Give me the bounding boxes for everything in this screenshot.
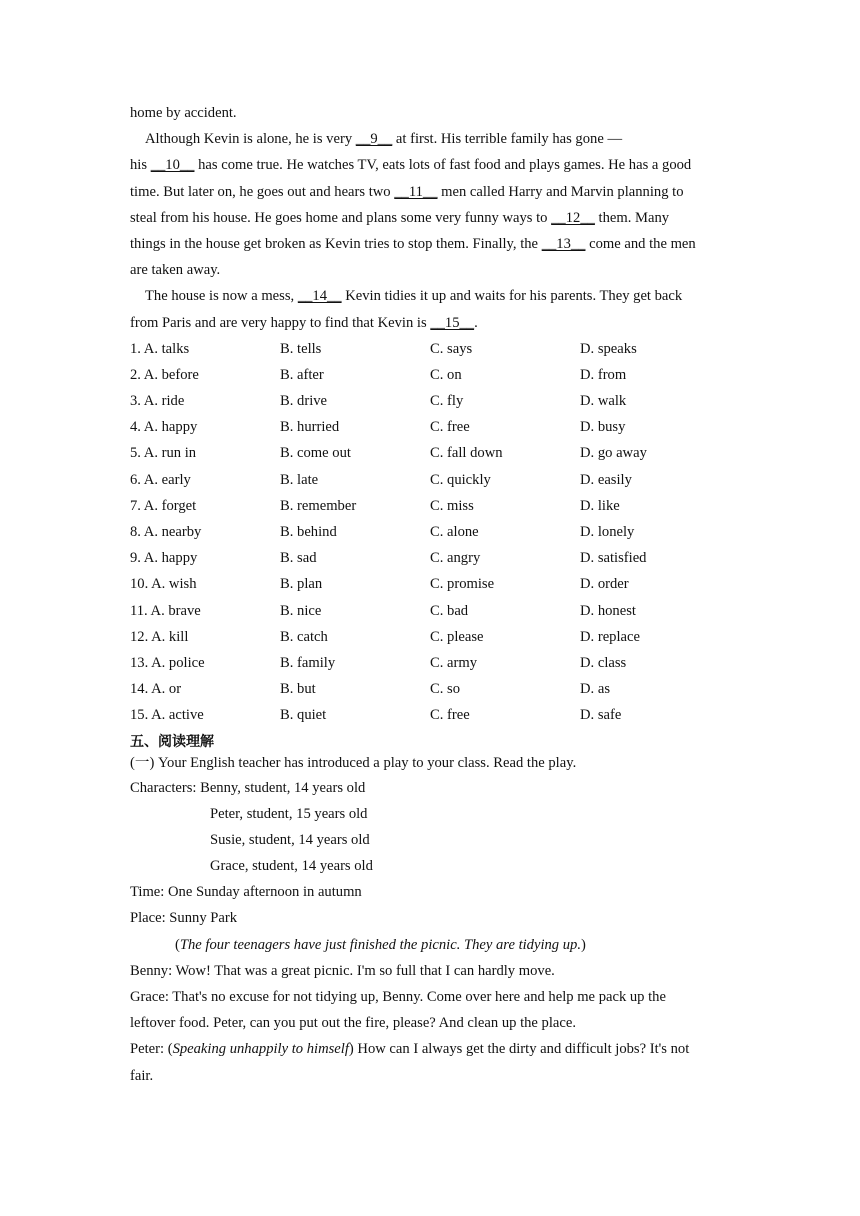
text: has come true. He watches TV, eats lots of fast food and plays games. He has a good (194, 157, 692, 174)
text: come and the men (585, 235, 696, 252)
option-row (130, 598, 730, 624)
passage-line (130, 231, 730, 257)
stage-text: The four teenagers have just finished the picnic. They are tidying up. (179, 936, 581, 953)
option-choice: C. angry (430, 550, 481, 567)
blank-13: __13__ (541, 235, 586, 252)
option-choice: B. after (280, 366, 324, 383)
option-choice: B. catch (280, 628, 328, 645)
text: things in the house get broken as Kevin tries to stop them. Finally, the (130, 235, 542, 252)
text: The house is now a mess, (145, 288, 298, 305)
option-choice: 10. A. wish (130, 576, 197, 593)
option-choice: D. class (580, 654, 627, 671)
dialogue-line: Benny: Wow! That was a great picnic. I'm so full that I can hardly move. (130, 962, 555, 979)
passage-line: home by accident. (130, 105, 237, 121)
option-choice: C. please (430, 628, 484, 645)
option-choice: 9. A. happy (130, 550, 198, 567)
option-choice: D. satisfied (580, 550, 647, 567)
option-row (130, 676, 730, 702)
stage-text: Speaking unhappily to himself (172, 1041, 349, 1058)
option-row (130, 571, 730, 597)
dialogue-line (130, 1036, 730, 1062)
text: his (130, 157, 151, 174)
option-choice: B. sad (280, 550, 317, 567)
text: ) How can I always get the dirty and difficult jobs? It's not (348, 1041, 690, 1058)
option-choice: D. lonely (580, 524, 635, 540)
option-choice: D. busy (580, 419, 626, 436)
option-choice: 7. A. forget (130, 497, 197, 514)
text: ) (581, 936, 586, 953)
option-choice: D. order (580, 576, 629, 593)
option-choice: D. as (580, 681, 610, 698)
stage-direction (130, 932, 730, 958)
text: at first. His terrible family has gone — (392, 131, 623, 148)
option-row (130, 702, 730, 728)
section-heading: 五、阅读理解 (130, 733, 214, 750)
option-choice: C. miss (430, 497, 474, 514)
option-choice: 13. A. police (130, 654, 205, 671)
option-choice: B. late (280, 471, 319, 488)
option-row (130, 362, 730, 388)
text: them. Many (594, 209, 670, 226)
character-item: Peter, student, 15 years old (210, 805, 368, 822)
document-page (130, 100, 730, 1089)
characters-line: Characters: Benny, student, 14 years old (130, 779, 366, 796)
time-line: Time: One Sunday afternoon in autumn (130, 884, 362, 901)
character-item: Grace, student, 14 years old (210, 858, 373, 875)
text: from Paris and are very happy to find that Kevin is (130, 314, 431, 331)
blank-15: __15__ (430, 314, 475, 331)
dialogue-line: leftover food. Peter, can you put out the fire, please? And clean up the place. (130, 1015, 576, 1032)
text: men called Harry and Marvin planning to (437, 183, 684, 200)
option-choice: C. bad (430, 602, 469, 619)
passage-line (130, 152, 730, 178)
option-choice: 3. A. ride (130, 393, 185, 410)
dialogue-line: fair. (130, 1067, 154, 1084)
passage-line (130, 126, 730, 152)
option-choice: B. tells (280, 340, 322, 357)
option-choice: B. behind (280, 524, 337, 540)
text: steal from his house. He goes home and plans some very funny ways to (130, 209, 552, 226)
option-choice: B. plan (280, 576, 323, 593)
text: time. But later on, he goes out and hears two (130, 183, 395, 200)
text: Although Kevin is alone, he is very (145, 131, 356, 148)
option-choice: C. promise (430, 576, 495, 593)
option-choice: B. drive (280, 393, 328, 410)
intro-line: (一) Your English teacher has introduced a play to your class. Read the play. (130, 754, 577, 771)
option-row (130, 440, 730, 466)
option-choice: 2. A. before (130, 366, 199, 383)
option-choice: D. easily (580, 471, 632, 488)
option-choice: D. safe (580, 707, 622, 724)
text: . (474, 314, 478, 331)
option-choice: D. replace (580, 628, 640, 645)
option-choice: D. honest (580, 602, 636, 619)
blank-14: __14__ (297, 288, 342, 305)
text: ( (175, 936, 180, 953)
blank-12: __12__ (551, 209, 595, 226)
option-choice: D. speaks (580, 340, 637, 357)
option-row (130, 414, 730, 440)
blank-10: __10__ (150, 157, 195, 174)
option-row (130, 467, 730, 493)
option-row (130, 624, 730, 650)
option-choice: C. alone (430, 524, 479, 540)
option-choice: B. but (280, 681, 316, 698)
option-choice: C. army (430, 654, 478, 671)
option-choice: B. hurried (280, 419, 340, 436)
text: Kevin tidies it up and waits for his parents. They get back (341, 288, 683, 305)
option-choice: 8. A. nearby (130, 524, 202, 540)
blank-11: __11__ (394, 183, 438, 200)
dialogue-line: Grace: That's no excuse for not tidying up, Benny. Come over here and help me pack up the (130, 989, 666, 1005)
option-choice: B. family (280, 654, 336, 671)
character-item: Susie, student, 14 years old (210, 831, 370, 848)
option-choice: D. walk (580, 393, 627, 410)
option-choice: 1. A. talks (130, 340, 190, 357)
option-choice: 6. A. early (130, 471, 191, 488)
option-row (130, 388, 730, 414)
option-choice: B. remember (280, 497, 357, 514)
text: Peter: ( (130, 1041, 173, 1058)
option-choice: C. free (430, 419, 470, 436)
option-choice: C. fly (430, 393, 464, 410)
passage-line (130, 205, 730, 231)
option-choice: D. go away (580, 445, 647, 462)
option-choice: D. like (580, 497, 620, 514)
option-row (130, 650, 730, 676)
option-row (130, 493, 730, 519)
option-choice: D. from (580, 366, 627, 383)
option-choice: C. on (430, 366, 462, 383)
option-choice: C. so (430, 681, 461, 698)
passage-line (130, 179, 730, 205)
option-choice: 4. A. happy (130, 419, 198, 436)
option-choice: 15. A. active (130, 707, 204, 724)
option-row (130, 545, 730, 571)
option-row (130, 519, 730, 545)
option-choice: B. nice (280, 602, 322, 619)
option-choice: 12. A. kill (130, 628, 189, 645)
passage-line (130, 310, 730, 336)
option-choice: C. says (430, 340, 473, 357)
passage-line: are taken away. (130, 262, 221, 279)
option-row (130, 336, 730, 362)
passage-line (130, 283, 730, 309)
option-choice: 5. A. run in (130, 445, 197, 462)
option-choice: C. free (430, 707, 470, 724)
answer-options (130, 336, 730, 729)
blank-9: __9__ (355, 131, 393, 148)
place-line: Place: Sunny Park (130, 910, 238, 927)
option-choice: C. fall down (430, 445, 503, 462)
option-choice: B. quiet (280, 707, 327, 724)
option-choice: 14. A. or (130, 681, 182, 698)
option-choice: B. come out (280, 445, 351, 462)
option-choice: C. quickly (430, 471, 491, 488)
option-choice: 11. A. brave (130, 602, 201, 619)
